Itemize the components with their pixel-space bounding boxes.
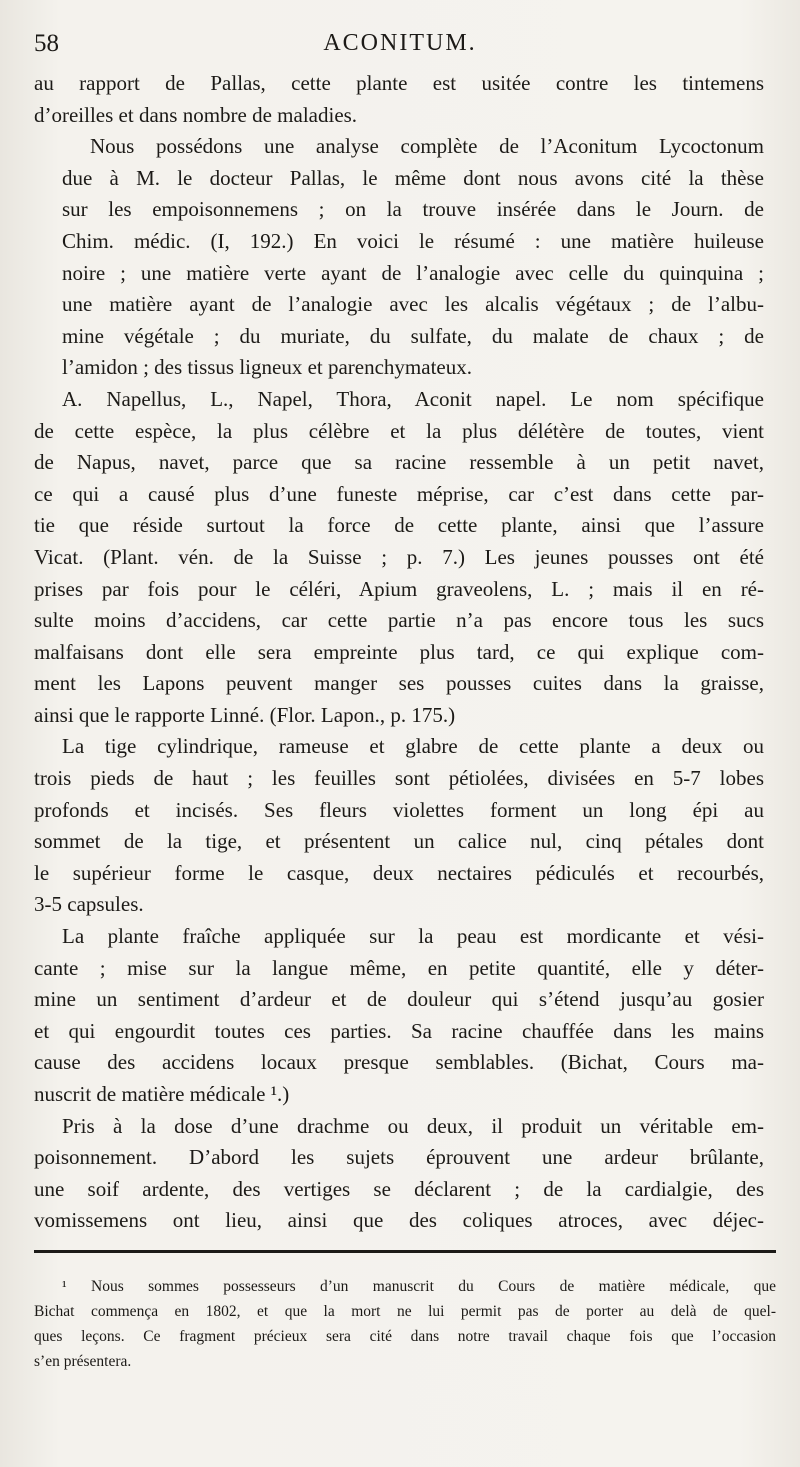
text-line: sulte moins d’accidens, car cette partie n’a pas encore tous les sucs xyxy=(34,608,764,633)
text-line: La tige cylindrique, rameuse et glabre de cette plante a deux ou xyxy=(62,734,764,759)
paragraph-2 xyxy=(34,131,764,384)
text-line: sur les empoisonnemens ; on la trouve insérée dans le Journ. de xyxy=(62,197,764,222)
text-line: Chim. médic. (I, 192.) En voici le résumé : une matière huileuse xyxy=(62,228,764,253)
text-line: mine un sentiment d’ardeur et de douleur qui s’étend jusqu’au gosier xyxy=(34,987,764,1012)
text-line: prises par fois pour le céléri, Apium graveolens, L. ; mais il en ré- xyxy=(34,576,764,601)
paragraph-5 xyxy=(34,921,764,1111)
text-line: due à M. le docteur Pallas, le même dont nous avons cité la thèse xyxy=(62,165,764,190)
text-line: mine végétale ; du muriate, du sulfate, du malate de chaux ; de xyxy=(62,323,764,348)
text-line: trois pieds de haut ; les feuilles sont pétiolées, divisées en 5-7 lobes xyxy=(34,766,764,791)
footnote xyxy=(34,1274,776,1374)
paragraph-1 xyxy=(34,68,764,131)
text-line: A. Napellus, L., Napel, Thora, Aconit napel. Le nom spécifique xyxy=(62,386,764,411)
text-line: et qui engourdit toutes ces parties. Sa racine chauffée dans les mains xyxy=(34,1018,764,1043)
text-line: Pris à la dose d’une drachme ou deux, il produit un véritable em- xyxy=(62,1113,764,1138)
text-line: une soif ardente, des vertiges se déclarent ; de la cardialgie, des xyxy=(34,1176,764,1201)
text-line: de Napus, navet, parce que sa racine ressemble à un petit navet, xyxy=(34,450,764,475)
main-text xyxy=(34,68,764,1237)
text-line: noire ; une matière verte ayant de l’analogie avec celle du quinquina ; xyxy=(62,260,764,285)
text-line: ce qui a causé plus d’une funeste méprise, car c’est dans cette par- xyxy=(34,481,764,506)
text-line: poisonnement. D’abord les sujets éprouvent une ardeur brûlante, xyxy=(34,1145,764,1170)
paragraph-4 xyxy=(34,731,764,921)
footnote-line: s’en présentera. xyxy=(34,1353,132,1370)
text-line: 3-5 capsules. xyxy=(34,892,144,917)
text-line: au rapport de Pallas, cette plante est usitée contre les tintemens xyxy=(34,71,764,95)
page-header xyxy=(34,30,766,66)
text-line: d’oreilles et dans nombre de maladies. xyxy=(34,102,358,127)
text-line: une matière ayant de l’analogie avec les alcalis végétaux ; de l’albu- xyxy=(62,292,764,317)
text-line: cante ; mise sur la langue même, en petite quantité, elle y déter- xyxy=(34,955,764,980)
running-title: ACONITUM. xyxy=(323,30,477,56)
text-line: vomissemens ont lieu, ainsi que des coliques atroces, avec déjec- xyxy=(34,1208,764,1233)
text-line: ment les Lapons peuvent manger ses pousses cuites dans la graisse, xyxy=(34,671,764,696)
text-line: La plante fraîche appliquée sur la peau est mordicante et vési- xyxy=(62,924,764,949)
text-line: cause des accidens locaux presque semblables. (Bichat, Cours ma- xyxy=(34,1050,764,1075)
text-line: Nous possédons une analyse complète de l’Aconitum Lycoctonum xyxy=(90,134,764,159)
page-number: 58 xyxy=(34,30,59,57)
text-line: tie que réside surtout la force de cette plante, ainsi que l’assure xyxy=(34,513,764,538)
text-line: nuscrit de matière médicale ¹.) xyxy=(34,1082,290,1106)
text-line: profonds et incisés. Ses fleurs violettes forment un long épi au xyxy=(34,797,764,822)
text-line: de cette espèce, la plus célèbre et la plus délétère de toutes, vient xyxy=(34,418,764,443)
text-line: malfaisans dont elle sera empreinte plus tard, ce qui explique com- xyxy=(34,639,764,664)
text-line: sommet de la tige, et présentent un calice nul, cinq pétales dont xyxy=(34,829,764,854)
text-line: Vicat. (Plant. vén. de la Suisse ; p. 7.) Les jeunes pousses ont été xyxy=(34,544,764,569)
footnote-line: ques leçons. Ce fragment précieux sera cité dans notre travail chaque fois que l’occasion xyxy=(34,1328,776,1345)
text-line: l’amidon ; des tissus ligneux et parenchymateux. xyxy=(62,355,472,380)
text-line: ainsi que le rapporte Linné. (Flor. Lapon., p. 175.) xyxy=(34,702,456,727)
paragraph-6 xyxy=(34,1111,764,1237)
footnote-line: ¹ Nous sommes possesseurs d’un manuscrit du Cours de matière médicale, que xyxy=(62,1278,776,1295)
text-line: le supérieur forme le casque, deux nectaires pédiculés et recourbés, xyxy=(34,860,764,885)
paragraph-3 xyxy=(34,384,764,732)
footnote-rule xyxy=(34,1250,776,1253)
footnote-line: Bichat commença en 1802, et que la mort ne lui permit pas de porter au delà de quel- xyxy=(34,1303,776,1320)
